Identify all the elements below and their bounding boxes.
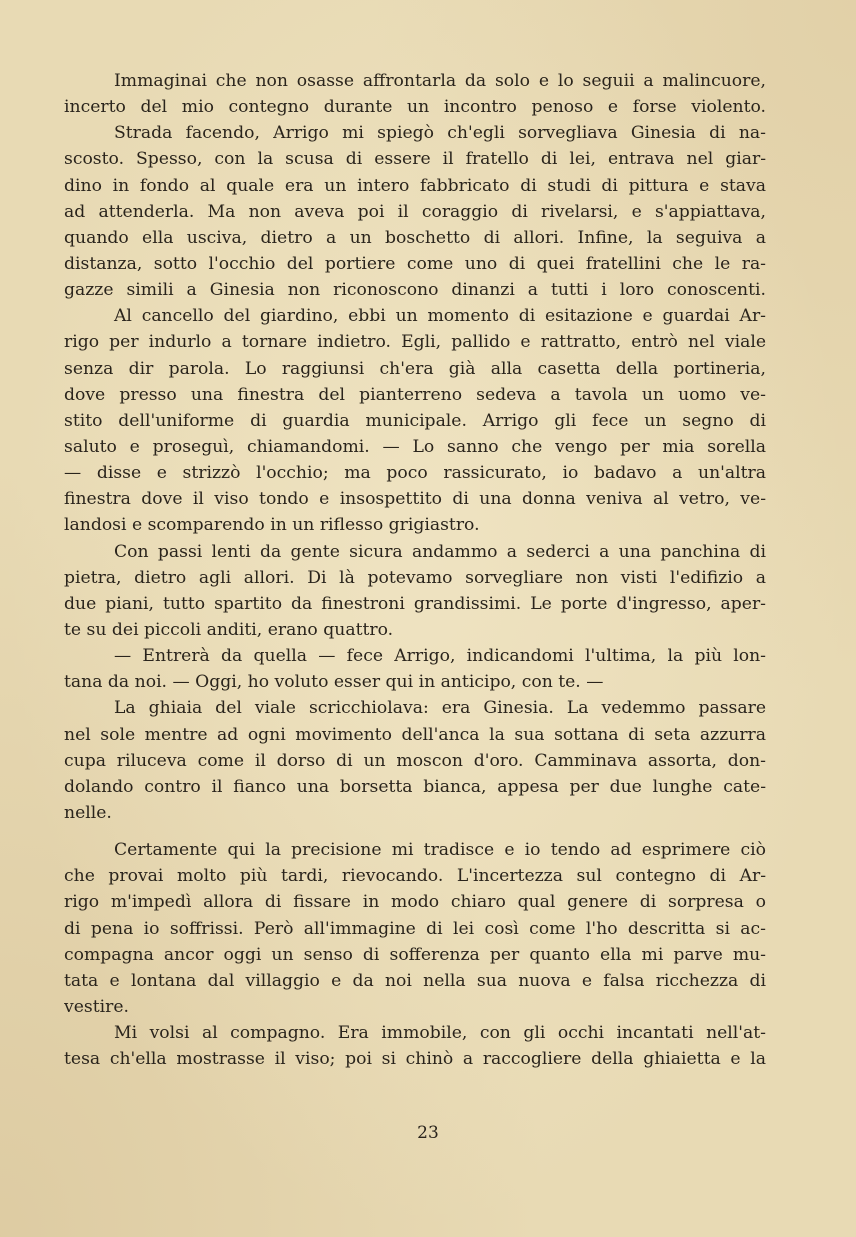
text-line: saluto e proseguì, chiamandomi. — Lo sanno che vengo per mia sorella (64, 436, 766, 457)
text-line: nelle. (64, 802, 112, 823)
text-line: tana da noi. — Oggi, ho voluto esser qui in anticipo, con te. — (64, 672, 604, 693)
page-number: 23 (417, 1123, 439, 1143)
text-line: dino in fondo al quale era un intero fabbricato di studi di pittura e stava (64, 175, 766, 196)
text-line: distanza, sotto l'occhio del portiere come uno di quei fratellini che le ra- (64, 253, 766, 274)
text-line: Certamente qui la precisione mi tradisce e io tendo ad esprimere ciò (114, 840, 766, 861)
text-line: due piani, tutto spartito da finestroni grandissimi. Le porte d'ingresso, aper- (64, 593, 766, 614)
text-line: che provai molto più tardi, rievocando. L'incertezza sul contegno di Ar- (64, 866, 766, 887)
text-line: rigo m'impedì allora di fissare in modo chiaro qual genere di sorpresa o (64, 892, 766, 913)
text-line: compagna ancor oggi un senso di sofferenza per quanto ella mi parve mu- (64, 944, 766, 965)
text-line: quando ella usciva, dietro a un boschetto di allori. Infine, la seguiva a (64, 227, 766, 248)
text-line: landosi e scomparendo in un riflesso grigiastro. (64, 515, 480, 536)
text-line: te su dei piccoli anditi, erano quattro. (64, 619, 394, 640)
text-line: vestire. (64, 996, 129, 1017)
text-line: scosto. Spesso, con la scusa di essere il fratello di lei, entrava nel giar- (64, 149, 766, 170)
text-line: tata e lontana dal villaggio e da noi nella sua nuova e falsa ricchezza di (64, 970, 766, 991)
text-line: stito dell'uniforme di guardia municipale. Arrigo gli fece un segno di (64, 410, 766, 431)
text-line: di pena io soffrissi. Però all'immagine di lei così come l'ho descritta si ac- (64, 918, 766, 939)
text-line: Mi volsi al compagno. Era immobile, con gli occhi incantati nell'at- (114, 1023, 766, 1044)
text-line: Immaginai che non osasse affrontarla da solo e lo seguii a malincuore, (114, 71, 766, 91)
text-line: La ghiaia del viale scricchiolava: era Ginesia. La vedemmo passare (114, 698, 766, 719)
text-line: dove presso una finestra del pianterreno sedeva a tavola un uomo ve- (64, 384, 766, 405)
body-text (64, 68, 766, 1072)
text-line: — Entrerà da quella — fece Arrigo, indicandomi l'ultima, la più lon- (114, 646, 766, 667)
text-line: cupa riluceva come il dorso di un moscon d'oro. Camminava assorta, don- (64, 750, 766, 771)
text-line: finestra dove il viso tondo e insospettito di una donna veniva al vetro, ve- (64, 489, 766, 510)
text-line: ad attenderla. Ma non aveva poi il coraggio di rivelarsi, e s'appiattava, (64, 201, 766, 222)
text-line: tesa ch'ella mostrasse il viso; poi si chinò a raccogliere della ghiaietta e la (64, 1049, 766, 1070)
text-line: Con passi lenti da gente sicura andammo a sederci a una panchina di (114, 541, 766, 562)
text-line: nel sole mentre ad ogni movimento dell'anca la sua sottana di seta azzurra (64, 724, 766, 745)
text-line: — disse e strizzò l'occhio; ma poco rassicurato, io badavo a un'altra (64, 463, 766, 484)
text-line: rigo per indurlo a tornare indietro. Egli, pallido e rattratto, entrò nel viale (64, 332, 766, 353)
text-line: incerto del mio contegno durante un incontro penoso e forse violento. (64, 97, 766, 118)
text-line: gazze simili a Ginesia non riconoscono dinanzi a tutti i loro conoscenti. (64, 280, 766, 301)
text-line: Al cancello del giardino, ebbi un momento di esitazione e guardai Ar- (114, 306, 766, 327)
text-line: dolando contro il fianco una borsetta bianca, appesa per due lunghe cate- (64, 776, 766, 797)
section-gap (64, 826, 766, 837)
text-line: senza dir parola. Lo raggiunsi ch'era già alla casetta della portineria, (64, 358, 766, 379)
text-line: Strada facendo, Arrigo mi spiegò ch'egli sorvegliava Ginesia di na- (114, 123, 766, 144)
text-line: pietra, dietro agli allori. Di là potevamo sorvegliare non visti l'edifizio a (64, 567, 766, 588)
